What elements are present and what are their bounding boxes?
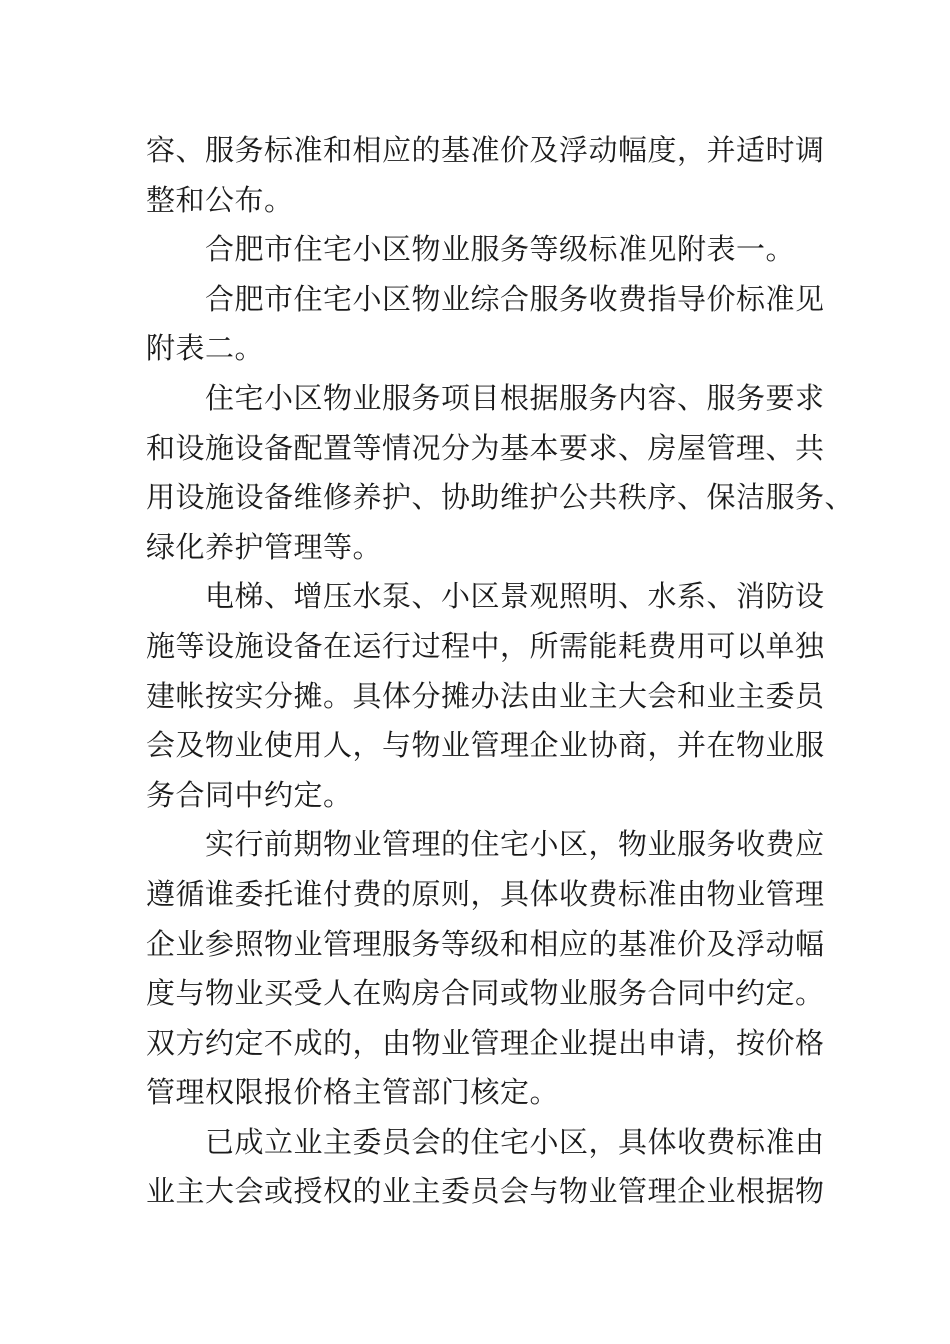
paragraph-6 bbox=[146, 820, 826, 1118]
text-line: 企业参照物业管理服务等级和相应的基准价及浮动幅 bbox=[146, 926, 825, 961]
text-line: 附表二。 bbox=[146, 331, 265, 366]
text-line: 容、服务标准和相应的基准价及浮动幅度，并适时调 bbox=[146, 133, 825, 167]
text-line: 绿化养护管理等。 bbox=[146, 529, 383, 564]
text-line: 管理权限报价格主管部门核定。 bbox=[146, 1075, 560, 1110]
text-line: 双方约定不成的，由物业管理企业提出申请，按价格 bbox=[146, 1025, 825, 1060]
text-line: 合肥市住宅小区物业服务等级标准见附表一。 bbox=[146, 232, 796, 267]
text-line: 用设施设备维修养护、协助维护公共秩序、保洁服务、 bbox=[146, 480, 855, 515]
paragraph-7 bbox=[146, 1118, 826, 1217]
paragraph-1 bbox=[146, 126, 826, 225]
text-line: 度与物业买受人在购房合同或物业服务合同中约定。 bbox=[146, 976, 825, 1011]
text-line: 整和公布。 bbox=[146, 182, 294, 217]
paragraph-5 bbox=[146, 572, 826, 820]
text-line: 实行前期物业管理的住宅小区，物业服务收费应 bbox=[146, 827, 825, 862]
text-line: 遵循谁委托谁付费的原则，具体收费标准由物业管理 bbox=[146, 876, 825, 911]
document-body bbox=[146, 126, 855, 1217]
paragraph-3 bbox=[146, 275, 826, 374]
paragraph-2 bbox=[146, 225, 826, 275]
text-line: 务合同中约定。 bbox=[146, 777, 353, 812]
text-line: 合肥市住宅小区物业综合服务收费指导价标准见 bbox=[146, 281, 825, 316]
text-line: 住宅小区物业服务项目根据服务内容、服务要求 bbox=[146, 380, 825, 415]
text-line: 和设施设备配置等情况分为基本要求、房屋管理、共 bbox=[146, 430, 825, 465]
text-line: 电梯、增压水泵、小区景观照明、水系、消防设 bbox=[146, 579, 825, 614]
text-line: 建帐按实分摊。具体分摊办法由业主大会和业主委员 bbox=[146, 678, 825, 713]
text-line: 已成立业主委员会的住宅小区，具体收费标准由 bbox=[146, 1124, 825, 1159]
text-line: 施等设施设备在运行过程中，所需能耗费用可以单独 bbox=[146, 628, 825, 663]
text-line: 会及物业使用人，与物业管理企业协商，并在物业服 bbox=[146, 728, 825, 763]
paragraph-4 bbox=[146, 374, 855, 572]
text-line: 业主大会或授权的业主委员会与物业管理企业根据物 bbox=[146, 1174, 825, 1209]
